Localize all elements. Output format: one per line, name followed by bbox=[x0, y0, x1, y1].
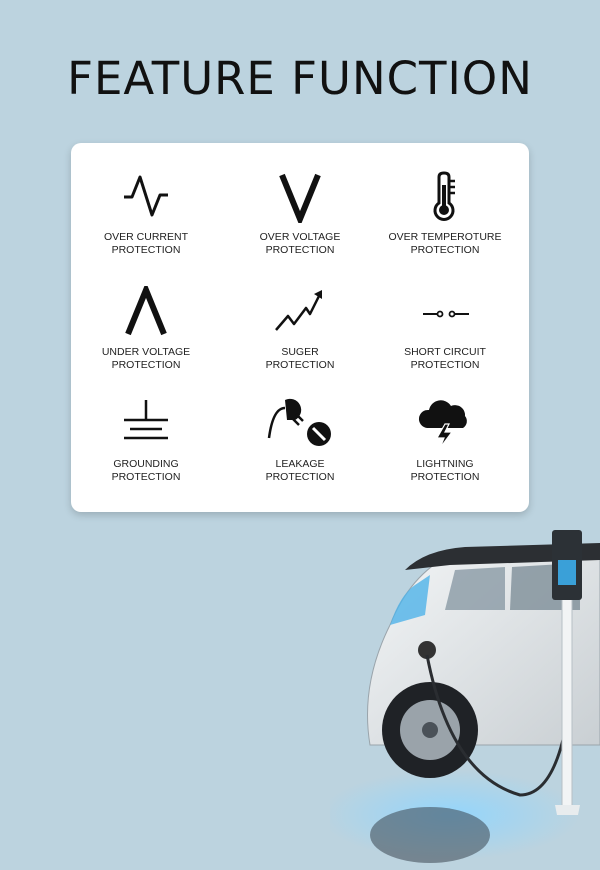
feature-over-current bbox=[71, 171, 221, 257]
feature-over-temperature bbox=[370, 171, 520, 257]
feature-sublabel: PROTECTION bbox=[265, 359, 335, 371]
feature-label: SUGER bbox=[281, 346, 319, 358]
feature-grounding bbox=[71, 398, 221, 484]
feature-under-voltage bbox=[71, 286, 221, 372]
feature-label: OVER TEMPEROTURE bbox=[388, 231, 502, 243]
ground-icon bbox=[116, 398, 176, 450]
feature-short-circuit bbox=[370, 286, 520, 372]
feature-label: OVER VOLTAGE bbox=[259, 231, 341, 243]
feature-sublabel: PROTECTION bbox=[410, 471, 480, 483]
under-voltage-lambda-icon bbox=[116, 286, 176, 338]
feature-label: UNDER VOLTAGE bbox=[101, 346, 191, 358]
feature-label: GROUNDING bbox=[113, 458, 179, 470]
feature-surge bbox=[225, 286, 375, 372]
feature-sublabel: PROTECTION bbox=[111, 244, 181, 256]
leakage-plug-icon bbox=[265, 398, 335, 450]
feature-over-voltage bbox=[225, 171, 375, 257]
feature-leakage bbox=[225, 398, 375, 484]
ev-charging-illustration bbox=[330, 515, 600, 870]
feature-card bbox=[71, 143, 529, 512]
feature-label: LEAKAGE bbox=[275, 458, 325, 470]
feature-sublabel: PROTECTION bbox=[410, 244, 480, 256]
feature-sublabel: PROTECTION bbox=[111, 359, 181, 371]
page-title: FEATURE FUNCTION bbox=[67, 52, 533, 105]
thermometer-icon bbox=[415, 171, 475, 223]
feature-sublabel: PROTECTION bbox=[265, 471, 335, 483]
feature-label: LIGHTNING bbox=[416, 458, 474, 470]
open-switch-icon bbox=[415, 286, 475, 338]
feature-lightning bbox=[370, 398, 520, 484]
over-voltage-v-icon bbox=[270, 171, 330, 223]
feature-label: OVER CURRENT bbox=[103, 231, 188, 243]
feature-sublabel: PROTECTION bbox=[410, 359, 480, 371]
feature-sublabel: PROTECTION bbox=[265, 244, 335, 256]
feature-sublabel: PROTECTION bbox=[111, 471, 181, 483]
surge-arrow-icon bbox=[270, 286, 330, 338]
over-current-wave-icon bbox=[116, 171, 176, 223]
lightning-cloud-icon bbox=[415, 398, 475, 450]
feature-label: SHORT CIRCUIT bbox=[404, 346, 486, 358]
